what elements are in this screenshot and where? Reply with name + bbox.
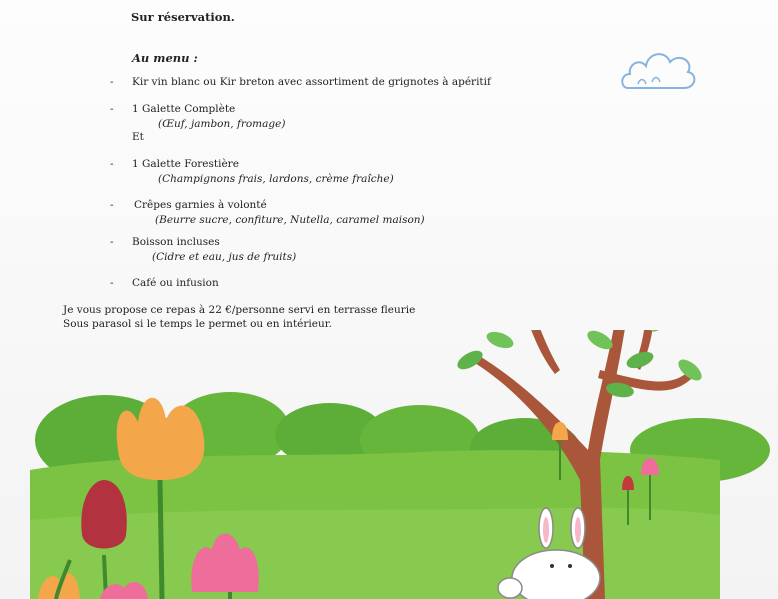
menu-item-detail: (Cidre et eau, jus de fruits) bbox=[152, 251, 297, 263]
menu-item-label: Boisson incluses bbox=[132, 236, 220, 248]
bullet-dash: - bbox=[110, 277, 114, 289]
closing-text bbox=[63, 303, 415, 331]
menu-item-detail: (Champignons frais, lardons, crème fraîche) bbox=[158, 173, 394, 185]
bullet-dash: - bbox=[110, 158, 114, 170]
bullet-dash: - bbox=[110, 76, 114, 88]
menu-item-detail: (Œuf, jambon, fromage) bbox=[158, 118, 286, 130]
menu-item-label: 1 Galette Forestière bbox=[132, 158, 239, 170]
menu-item-detail: (Beurre sucre, confiture, Nutella, caramel maison) bbox=[155, 214, 425, 226]
bullet-dash: - bbox=[110, 199, 114, 211]
spring-garden-illustration bbox=[0, 330, 778, 599]
menu-item-label: Café ou infusion bbox=[132, 277, 219, 289]
conjunction-et: Et bbox=[132, 131, 144, 143]
closing-line-2: Sous parasol si le temps le permet ou en intérieur. bbox=[63, 318, 332, 330]
reservation-note: Sur réservation. bbox=[131, 10, 235, 24]
cloud-icon bbox=[618, 38, 698, 98]
menu-heading: Au menu : bbox=[132, 51, 198, 65]
menu-item-label: Kir vin blanc ou Kir breton avec assortiment de grignotes à apéritif bbox=[132, 76, 491, 88]
menu-item-label: 1 Galette Complète bbox=[132, 103, 236, 115]
bullet-dash: - bbox=[110, 103, 114, 115]
menu-item-label: Crêpes garnies à volonté bbox=[134, 199, 267, 211]
bullet-dash: - bbox=[110, 236, 114, 248]
closing-line-1: Je vous propose ce repas à 22 €/personne servi en terrasse fleurie bbox=[63, 304, 416, 316]
